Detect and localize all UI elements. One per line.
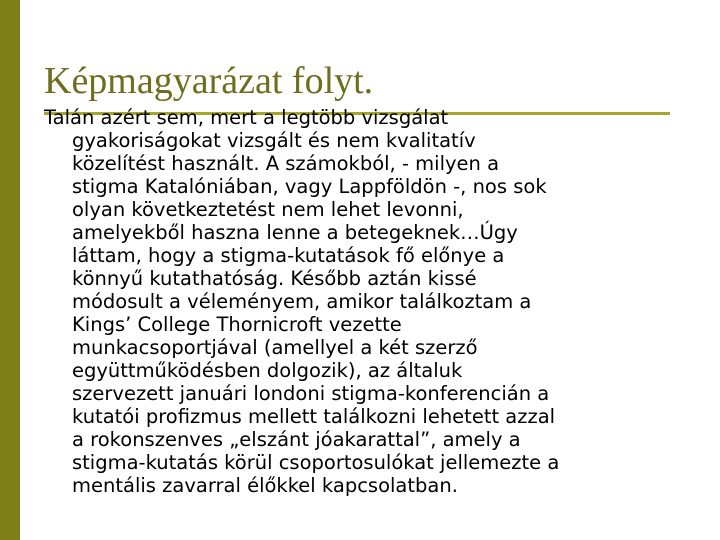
left-accent-bar: [0, 0, 20, 540]
slide-body-text: Talán azért sem, mert a legtöbb vizsgálat gyakoriságokat vizsgált és nem kvalitatív közelítést használt. A számokból, - milyen a stigma Katalóniában, vagy Lappföldön -, nos sok olyan következtetést nem lehet levonni, amelyekből haszna lenne a betegeknek…Úgy láttam, hogy a stigma-kutatások fő előnye a könnyű kutathatóság. Később aztán kissé módosult a véleményem, amikor találkoztam a Kings’ College Thornicroft vezette munkacsoportjával (amellyel a két szerző együttműködésben dolgozik), az általuk szervezett januári londoni stigma-konferencián a kutatói profizmus mellett találkozni lehetett azzal a rokonszenves „elszánt jóakarattal”, amely a stigma-kutatás körül csoportosulókat jellemezte a mentális zavarral élőkkel kapcsolatban.: [44, 106, 560, 497]
slide-title: Képmagyarázat folyt.: [44, 60, 374, 102]
